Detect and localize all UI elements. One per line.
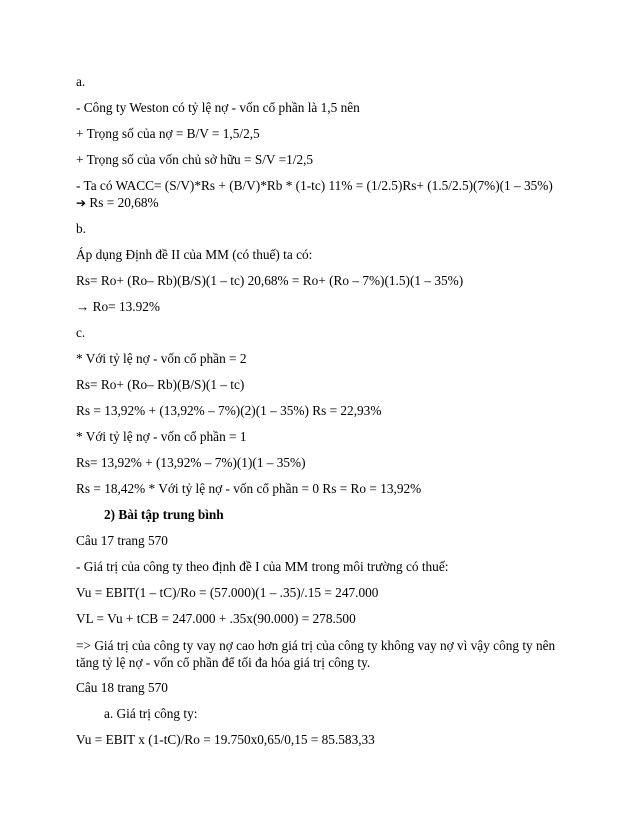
text-line: Vu = EBIT x (1-tC)/Ro = 19.750x0,65/0,15 = 85.583,33 [76,732,375,747]
text-line: * Với tỷ lệ nợ - vốn cổ phần = 2 [76,351,247,366]
text-line: - Ta có WACC= (S/V)*Rs + (B/V)*Rb * (1-tc) 11% = (1/2.5)Rs+ (1.5/2.5)(7%)(1 – 35%) [76,178,553,193]
text-line: Rs= Ro+ (Ro– Rb)(B/S)(1 – tc) 20,68% = Ro+ (Ro – 7%)(1.5)(1 – 35%) [76,273,464,288]
paragraph: => Giá trị của công ty vay nợ cao hơn giá trị của công ty không vay nợ vì vậy công ty nên tăng tỷ lệ nợ - vốn cổ phần để tối đa hóa giá trị công ty. [76,638,556,670]
text-line: Vu = EBIT(1 – tC)/Ro = (57.000)(1 – .35)/.15 = 247.000 [76,585,379,600]
text-line: VL = Vu + tCB = 247.000 + .35x(90.000) = 278.500 [76,611,356,626]
text-line: Rs = 13,92% + (13,92% – 7%)(2)(1 – 35%) Rs = 22,93% [76,403,382,418]
section-heading: 2) Bài tập trung bình [104,507,224,522]
text-line: Câu 18 trang 570 [76,680,168,695]
text-line: Câu 17 trang 570 [76,533,168,548]
text-line: - Công ty Weston có tỷ lệ nợ - vốn cổ phần là 1,5 nên [76,100,360,115]
result-text: Rs = 20,68% [86,195,159,210]
text-line: Rs = 18,42% * Với tỷ lệ nợ - vốn cổ phần = 0 Rs = Ro = 13,92% [76,481,422,496]
arrow-right-icon: ➔ [76,196,87,210]
heading-c: c. [76,325,86,340]
heading-b: b. [76,221,86,236]
list-item: a. Giá trị công ty: [104,706,198,721]
text-line: - Giá trị của công ty theo định đề I của MM trong môi trường có thuế: [76,559,449,574]
text-line: Rs= Ro+ (Ro– Rb)(B/S)(1 – tc) [76,377,245,392]
text-line [76,195,159,211]
text-line: + Trọng số của vốn chủ sở hữu = S/V =1/2,5 [76,152,314,167]
text-line: → Ro= 13.92% [76,299,160,314]
text-line: * Với tỷ lệ nợ - vốn cổ phần = 1 [76,429,247,444]
text-line: Rs= 13,92% + (13,92% – 7%)(1)(1 – 35%) [76,455,306,470]
text-line: + Trọng số của nợ = B/V = 1,5/2,5 [76,126,260,141]
text-line: Áp dụng Định đề II của MM (có thuế) ta có: [76,247,313,262]
heading-a: a. [76,74,86,89]
